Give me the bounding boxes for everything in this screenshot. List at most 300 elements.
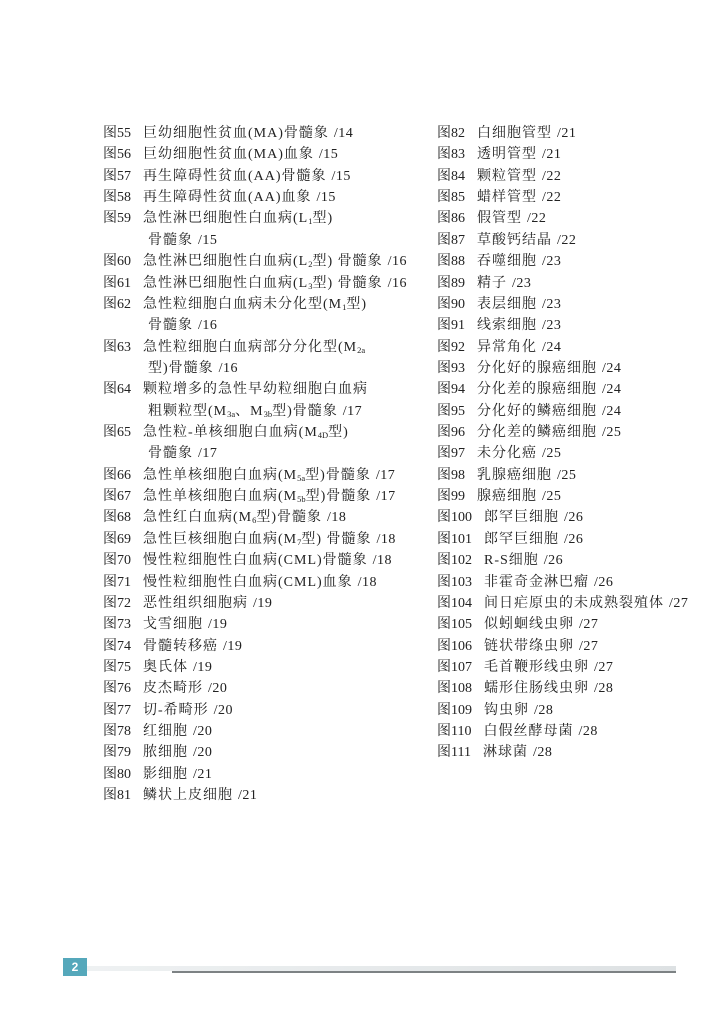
figure-page-ref: /18	[327, 510, 347, 526]
figure-title-text: 影细胞	[143, 766, 188, 782]
figure-title	[143, 126, 329, 141]
figure-label: 图96	[437, 425, 465, 441]
figure-title-text: 线索细胞	[477, 318, 537, 334]
figure-title-text: 型)骨髓象	[305, 467, 371, 483]
figure-title-text: 脓细胞	[143, 745, 188, 761]
figure-page-ref: /26	[564, 531, 584, 547]
figure-title-text: 链状带绦虫卵	[484, 638, 574, 654]
figure-entry-line	[437, 550, 717, 571]
figure-label: 图88	[437, 254, 465, 270]
figure-label: 图93	[437, 360, 465, 376]
figure-title	[477, 126, 552, 141]
figure-entry-line	[437, 486, 717, 507]
figure-title	[148, 446, 193, 461]
figure-label: 图104	[437, 595, 472, 611]
figure-entry-continuation	[103, 443, 429, 464]
figure-entry	[103, 529, 429, 550]
figure-label: 图89	[437, 275, 465, 291]
figure-title-text: 急性淋巴细胞性白血病(L	[143, 254, 309, 270]
figure-entry	[437, 187, 717, 208]
figure-entry	[437, 572, 717, 593]
figure-title	[484, 553, 539, 568]
figure-entry-line	[103, 273, 429, 294]
figure-entry-line	[103, 572, 429, 593]
figure-page-ref: /16	[387, 254, 408, 270]
figure-page-ref: /25	[542, 446, 562, 462]
figure-entry-line	[437, 465, 717, 486]
figure-title	[477, 318, 537, 333]
figure-entry	[103, 187, 429, 208]
figure-title-text: 再生障碍性贫血(AA)血象	[143, 190, 312, 206]
figure-label: 图98	[437, 467, 465, 483]
figure-page-ref: /19	[223, 638, 243, 654]
figure-label: 图95	[437, 403, 465, 419]
figure-page-ref: /22	[542, 168, 562, 184]
figure-title-subscript: 7	[297, 536, 302, 547]
figure-entry-line	[437, 443, 717, 464]
figure-entry-line	[437, 657, 717, 678]
figure-entry-continuation	[103, 401, 429, 422]
figure-title-subscript: 6	[252, 515, 257, 526]
figure-entry	[437, 273, 717, 294]
figure-entry	[103, 337, 429, 380]
figure-title	[477, 297, 537, 312]
figure-label: 图56	[103, 147, 131, 163]
figure-label: 图110	[437, 724, 472, 740]
figure-title-subscript: 4D	[317, 430, 329, 441]
figure-page-ref: /24	[542, 339, 562, 355]
figure-title-text: 慢性粒细胞性白血病(CML)血象	[143, 574, 353, 590]
figure-title	[477, 233, 552, 248]
figure-title-text: R-S细胞	[484, 553, 539, 569]
figure-title-text: 草酸钙结晶	[477, 232, 552, 248]
figure-title-text: 红细胞	[143, 724, 188, 740]
figure-entry-line	[103, 337, 429, 358]
figure-entry-line	[437, 742, 717, 763]
figure-label: 图62	[103, 296, 131, 312]
figure-entry	[437, 251, 717, 272]
figure-page-ref: /27	[579, 617, 599, 633]
figure-title	[477, 147, 537, 162]
figure-entry	[437, 550, 717, 571]
figure-title	[477, 489, 537, 504]
figure-entry-line	[103, 422, 429, 443]
figure-entry	[437, 700, 717, 721]
figure-entry-line	[437, 636, 717, 657]
figure-title-text: 型)	[328, 425, 349, 441]
figure-entry	[103, 700, 429, 721]
figure-entry-line	[103, 123, 429, 144]
figure-entry-line	[103, 636, 429, 657]
figure-title-text: 奥氏体	[143, 659, 188, 675]
figure-title	[143, 147, 314, 162]
figure-entry-line	[103, 144, 429, 165]
figure-title-text: 型)骨髓象	[272, 403, 338, 419]
figure-entry	[437, 401, 717, 422]
figure-page-ref: /24	[602, 360, 622, 376]
figure-entry	[437, 507, 717, 528]
figure-title-text: 钩虫卵	[484, 702, 529, 718]
figure-title-text: 粗颗粒型(M	[148, 403, 228, 419]
figure-title-text: 慢性粒细胞性白血病(CML)骨髓象	[143, 553, 368, 569]
figure-entry	[103, 486, 429, 507]
figure-title	[143, 639, 218, 654]
figure-title	[477, 169, 537, 184]
figure-title-text: 郎罕巨细胞	[484, 531, 559, 547]
figure-title-text: 淋球菌	[482, 745, 528, 761]
figure-title	[477, 382, 597, 397]
figure-page-ref: /17	[198, 446, 218, 462]
figure-label: 图73	[103, 617, 131, 633]
figure-title	[484, 681, 589, 696]
figure-title-text: 异常角化	[477, 339, 537, 355]
figure-entry	[437, 636, 717, 657]
figure-label: 图78	[103, 724, 131, 740]
figure-page-ref: /17	[375, 467, 396, 483]
figure-title-text: 假管型	[477, 211, 522, 227]
figure-page-ref: /14	[333, 126, 354, 141]
figure-title-text: 急性淋巴细胞性白血病(L	[143, 275, 309, 291]
figure-title-text: 颗粒管型	[477, 168, 537, 184]
figure-title-text: 蜡样管型	[477, 190, 537, 206]
figure-entry-line	[437, 529, 717, 550]
figure-label: 图85	[437, 190, 465, 206]
figure-entry-line	[103, 742, 429, 763]
figure-title	[477, 211, 522, 226]
figure-page-ref: /20	[193, 724, 213, 740]
figure-label: 图108	[437, 681, 472, 697]
figure-entry	[437, 443, 717, 464]
figure-title-subscript: 2a	[357, 344, 366, 355]
figure-title-text: 皮杰畸形	[143, 681, 203, 697]
figure-page-ref: /24	[602, 382, 622, 398]
figure-entry	[437, 358, 717, 379]
figure-title-text: 巨幼细胞性贫血(MA)血象	[143, 147, 314, 163]
figure-label: 图76	[103, 681, 131, 697]
figure-page-ref: /27	[579, 638, 599, 654]
figure-label: 图63	[103, 339, 131, 355]
figure-entry	[103, 251, 429, 272]
figure-entry	[437, 593, 717, 614]
figure-entry	[103, 657, 429, 678]
figure-page-ref: /18	[357, 574, 378, 590]
figure-entry-line	[103, 379, 429, 400]
figure-entry-line	[103, 465, 429, 486]
figure-title	[143, 382, 368, 397]
figure-page-ref: /15	[198, 232, 218, 248]
figure-entry-line	[437, 507, 717, 528]
figure-label: 图101	[437, 531, 472, 547]
figure-page-ref: /22	[557, 232, 577, 248]
figure-page-ref: /23	[542, 296, 562, 312]
figure-title	[484, 596, 664, 611]
figure-title-text: 骨髓象	[148, 318, 193, 334]
figure-page-ref: /21	[557, 126, 577, 141]
figure-entry	[437, 486, 717, 507]
figure-entry-line	[437, 144, 717, 165]
figure-title-subscript: 3	[308, 280, 313, 291]
figure-label: 图82	[437, 126, 465, 141]
figure-title-text: 型) 骨髓象	[312, 254, 383, 270]
figure-title-text: 骨髓象	[148, 232, 193, 248]
figure-label: 图80	[103, 766, 131, 782]
figure-title	[143, 276, 383, 291]
figure-title-text: 郎罕巨细胞	[484, 510, 559, 526]
figure-entry	[103, 166, 429, 187]
figure-label: 图83	[437, 147, 465, 163]
figure-title-text: 似蚓蛔线虫卵	[484, 617, 574, 633]
figure-title-subscript: 1	[308, 216, 313, 227]
figure-page-ref: /16	[387, 275, 408, 291]
figure-title-text: 急性单核细胞白血病(M	[143, 467, 298, 483]
figure-page-ref: /21	[238, 788, 258, 804]
figure-label: 图61	[103, 275, 131, 291]
figure-label: 图55	[103, 126, 131, 141]
figure-page-ref: /26	[543, 553, 564, 569]
figure-label: 图100	[437, 510, 472, 526]
figure-label: 图59	[103, 211, 131, 227]
figure-entry	[103, 294, 429, 337]
figure-entry	[437, 337, 717, 358]
figure-entry	[437, 123, 717, 144]
figure-entry	[103, 742, 429, 763]
figure-label: 图79	[103, 745, 131, 761]
figure-title-text: 非霍奇金淋巴瘤	[484, 574, 589, 590]
figure-label: 图58	[103, 190, 131, 206]
figure-title	[484, 617, 574, 632]
figure-label: 图102	[437, 553, 472, 569]
figure-label: 图71	[103, 574, 131, 590]
figure-title-text: 未分化癌	[477, 446, 537, 462]
figure-entry	[437, 315, 717, 336]
figure-page-ref: /20	[208, 681, 228, 697]
figure-entry-line	[437, 358, 717, 379]
figure-title-text: 巨幼细胞性贫血(MA)骨髓象	[143, 126, 329, 141]
figure-title-text: 分化好的鳞癌细胞	[477, 403, 597, 419]
figure-title	[477, 446, 537, 461]
figure-page-ref: /22	[527, 211, 547, 227]
figure-label: 图66	[103, 467, 131, 483]
figure-page-ref: /28	[594, 681, 614, 697]
figure-entry-line	[103, 700, 429, 721]
figure-page-ref: /22	[542, 190, 562, 206]
figure-title	[143, 745, 188, 760]
figure-title	[143, 510, 322, 525]
figure-entry	[437, 144, 717, 165]
figure-title-text: 急性粒-单核细胞白血病(M	[143, 425, 318, 441]
figure-title	[143, 617, 203, 632]
figure-title-text: 表层细胞	[477, 296, 537, 312]
figure-title	[484, 703, 529, 718]
figure-title	[484, 660, 589, 675]
figure-title	[148, 233, 193, 248]
figure-title	[477, 340, 537, 355]
figure-entry	[103, 123, 429, 144]
figure-entry	[437, 721, 717, 742]
figure-page-ref: /15	[318, 147, 339, 163]
figure-entry-line	[437, 230, 717, 251]
figure-entry	[437, 529, 717, 550]
figure-title-text: 骨髓转移癌	[143, 638, 218, 654]
figure-entry	[437, 208, 717, 229]
figure-title-text: 型)	[346, 296, 368, 312]
figure-entry-line	[103, 593, 429, 614]
figure-page-ref: /15	[316, 190, 336, 206]
figure-entry	[437, 379, 717, 400]
figure-label: 图107	[437, 659, 472, 675]
figure-title-text: 分化好的腺癌细胞	[477, 360, 597, 376]
figure-title	[483, 724, 573, 739]
figure-title-text: 间日疟原虫的未成熟裂殖体	[484, 595, 664, 611]
figure-page-ref: /19	[193, 659, 213, 675]
figure-entry-line	[437, 721, 717, 742]
figure-page-ref: /20	[213, 702, 234, 718]
figure-page-ref: /17	[376, 489, 396, 505]
figure-label: 图97	[437, 446, 465, 462]
figure-page-ref: /19	[208, 617, 228, 633]
figure-entry-line	[103, 208, 429, 229]
footer-rule	[172, 971, 676, 973]
figure-title-text: 乳腺癌细胞	[477, 467, 552, 483]
figure-entry-continuation	[103, 315, 429, 336]
figure-label: 图109	[437, 702, 472, 718]
figure-label: 图65	[103, 425, 131, 441]
figure-page-ref: /19	[253, 595, 273, 611]
figure-title	[143, 660, 188, 675]
figure-entry	[103, 208, 429, 251]
figure-title-subscript: 2	[308, 259, 313, 270]
figure-title-text: 急性粒细胞白血病未分化型(M	[143, 296, 343, 312]
figure-title-text: 型)骨髓象	[305, 489, 372, 505]
figure-page-ref: /20	[193, 745, 213, 761]
figure-entry-line	[437, 379, 717, 400]
figure-entry-line	[437, 208, 717, 229]
figure-entry-line	[437, 337, 717, 358]
figure-title	[143, 553, 368, 568]
figure-entry-line	[437, 401, 717, 422]
figure-list-left-column	[103, 123, 429, 807]
figure-title-text: 白假丝酵母菌	[483, 724, 574, 740]
figure-entry	[437, 166, 717, 187]
figure-entry	[103, 465, 429, 486]
figure-entry	[437, 657, 717, 678]
figure-page-ref: /25	[602, 425, 622, 441]
figure-entry-line	[437, 614, 717, 635]
figure-title-text: 戈雪细胞	[143, 617, 203, 633]
figure-title-text: 型) 骨髓象	[301, 531, 372, 547]
figure-title	[143, 489, 371, 504]
figure-label: 图77	[103, 702, 131, 718]
figure-title-text: 型) 骨髓象	[312, 275, 383, 291]
figure-entry-line	[103, 507, 429, 528]
figure-entry-line	[103, 529, 429, 550]
figure-title	[143, 703, 209, 718]
figure-title-text: 急性单核细胞白血病(M	[143, 489, 298, 505]
figure-title	[477, 425, 597, 440]
page-number: 2	[63, 958, 87, 976]
figure-title	[143, 596, 248, 611]
figure-title	[483, 745, 528, 760]
figure-label: 图68	[103, 510, 131, 526]
figure-title-text: 精子	[477, 275, 507, 291]
figure-title-subscript: 3b	[263, 408, 273, 419]
figure-title-text: 蠕形住肠线虫卵	[484, 681, 589, 697]
figure-entry-line	[103, 550, 429, 571]
figure-entry-line	[103, 294, 429, 315]
figure-label: 图57	[103, 168, 131, 184]
figure-label: 图69	[103, 531, 131, 547]
figure-page-ref: /21	[542, 147, 562, 163]
figure-title	[484, 575, 589, 590]
figure-page-ref: /25	[557, 467, 577, 483]
figure-entry	[103, 572, 429, 593]
figure-entry-line	[437, 593, 717, 614]
figure-title-text: 透明管型	[477, 147, 537, 163]
figure-entry	[103, 636, 429, 657]
figure-entry-line	[437, 273, 717, 294]
figure-title	[143, 425, 349, 440]
figure-page-ref: /17	[342, 403, 363, 419]
figure-entry-line	[437, 251, 717, 272]
figure-page-ref: /16	[218, 360, 239, 376]
figure-entry	[103, 785, 429, 806]
figure-title	[477, 404, 597, 419]
figure-title	[477, 468, 552, 483]
figure-title	[143, 169, 327, 184]
figure-title	[484, 639, 574, 654]
figure-page-ref: /24	[602, 403, 622, 419]
figure-title	[143, 468, 371, 483]
figure-entry-line	[103, 614, 429, 635]
figure-title-text: 骨髓象	[148, 446, 193, 462]
figure-label: 图67	[103, 489, 131, 505]
figure-entry	[437, 230, 717, 251]
figure-title	[477, 276, 507, 291]
figure-title-text: 吞噬细胞	[477, 254, 537, 270]
figure-title	[477, 361, 597, 376]
figure-title	[143, 254, 383, 269]
figure-title	[148, 318, 193, 333]
figure-title	[148, 361, 214, 376]
figure-entry-line	[437, 572, 717, 593]
figure-page-ref: /15	[331, 168, 351, 184]
figure-entry	[103, 721, 429, 742]
figure-entry	[437, 465, 717, 486]
figure-label: 图103	[437, 574, 472, 590]
figure-title-text: 切-希畸形	[143, 702, 209, 718]
figure-entry	[103, 614, 429, 635]
figure-title	[143, 724, 188, 739]
figure-page-ref: /27	[594, 659, 614, 675]
figure-title	[477, 190, 537, 205]
figure-title	[148, 404, 338, 419]
figure-title-text: 急性红白血病(M	[143, 510, 253, 526]
figure-title-text: 毛首鞭形线虫卵	[484, 659, 589, 675]
figure-title-text: 恶性组织细胞病	[143, 595, 248, 611]
figure-entry	[103, 593, 429, 614]
figure-title-text: 型)	[312, 211, 334, 227]
figure-entry	[103, 144, 429, 165]
figure-label: 图72	[103, 595, 131, 611]
figure-label: 图111	[437, 745, 471, 761]
figure-label: 图64	[103, 382, 131, 398]
figure-title-text: 急性巨核细胞白血病(M	[143, 531, 298, 547]
figure-title	[143, 297, 367, 312]
figure-label: 图106	[437, 638, 472, 654]
figure-entry-line	[437, 166, 717, 187]
figure-entry-line	[437, 187, 717, 208]
figure-entry	[103, 764, 429, 785]
